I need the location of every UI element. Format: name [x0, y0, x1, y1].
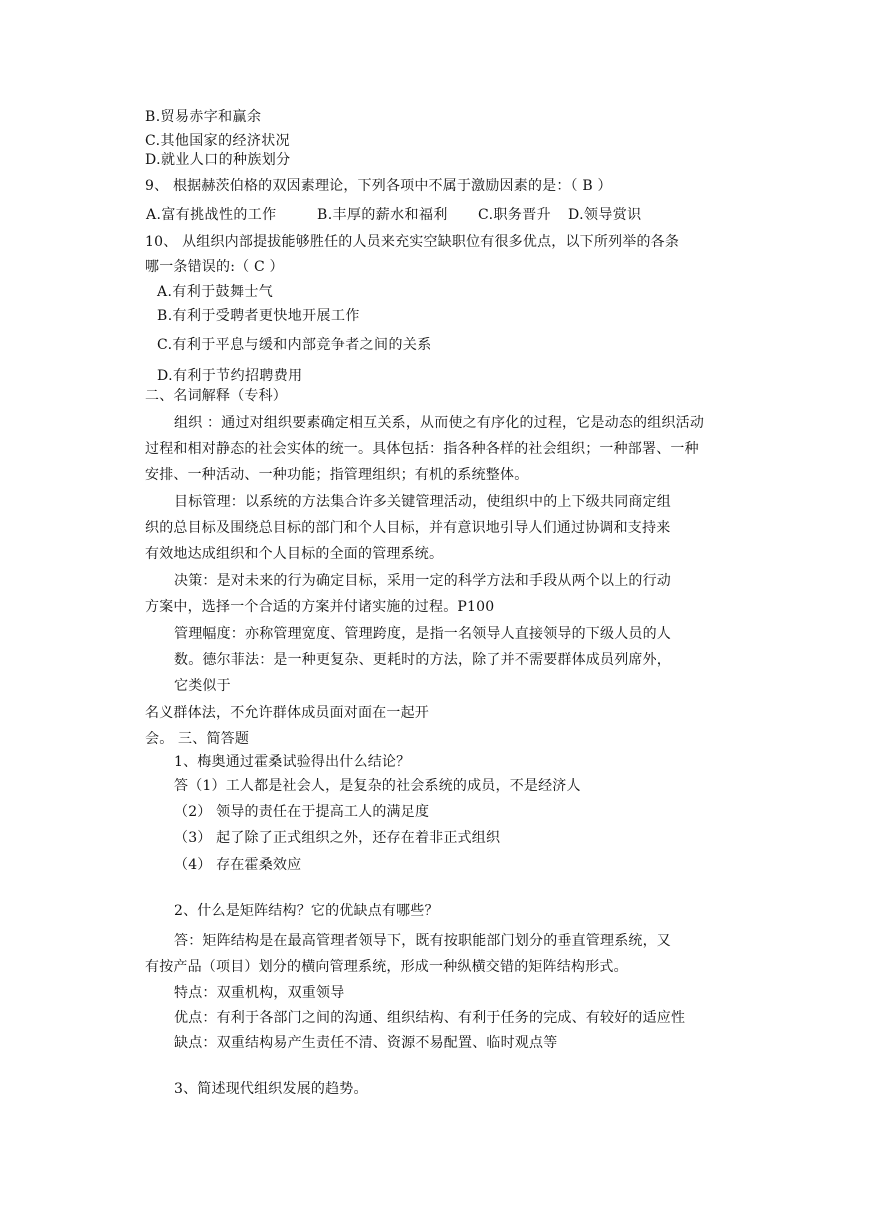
decision-definition-line1: 决策：是对未来的行为确定目标，采用一定的科学方法和手段从两个以上的行动 — [174, 573, 671, 589]
q10-option-b: B.有利于受聘者更快地开展工作 — [157, 308, 360, 324]
span-definition-line5: 会。 三、简答题 — [145, 731, 250, 747]
q2-advantages: 优点：有利于各部门之间的沟通、组织结构、有利于任务的完成、有较好的适应性 — [174, 1010, 686, 1026]
q8-option-b: B.贸易赤字和赢余 — [145, 109, 262, 125]
q1-answer-2: （2） 领导的责任在于提高工人的满足度 — [174, 804, 430, 820]
mbo-definition-line3: 有效地达成组织和个人目标的全面的管理系统。 — [145, 546, 444, 562]
mbo-definition-line2: 织的总目标及围绕总目标的部门和个人目标，并有意识地引导人们通过协调和支持来 — [145, 520, 671, 536]
q9-question: 9、 根据赫茨伯格的双因素理论，下列各项中不属于激励因素的是：（ B ） — [145, 178, 612, 194]
span-definition-line2: 数。德尔菲法：是一种更复杂、更耗时的方法，除了并不需要群体成员列席外， — [174, 652, 671, 668]
q2-answer-line2: 有按产品（项目）划分的横向管理系统，形成一种纵横交错的矩阵结构形式。 — [145, 959, 628, 975]
q1-answer-4: （4） 存在霍桑效应 — [174, 857, 302, 873]
span-definition-line4: 名义群体法，不允许群体成员面对面在一起开 — [145, 705, 429, 721]
q1-title: 1、梅奥通过霍桑试验得出什么结论？ — [174, 754, 411, 770]
span-definition-line3: 它类似于 — [174, 678, 231, 694]
q1-answer-1: 答（1）工人都是社会人，是复杂的社会系统的成员，不是经济人 — [174, 778, 581, 794]
q10-option-c: C.有利于平息与缓和内部竞争者之间的关系 — [157, 337, 432, 353]
q10-option-a: A.有利于鼓舞士气 — [157, 284, 274, 300]
org-definition-line3: 安排、一种活动、一种功能；指管理组织；有机的系统整体。 — [145, 467, 529, 483]
org-definition-line2: 过程和相对静态的社会实体的统一。具体包括：指各种各样的社会组织；一种部署、一种 — [145, 441, 699, 457]
q1-answer-3: （3） 起了除了正式组织之外，还存在着非正式组织 — [174, 830, 501, 846]
q8-option-c: C.其他国家的经济状况 — [145, 133, 291, 149]
q10-option-d: D.有利于节约招聘费用 — [157, 368, 303, 384]
q10-question-line2: 哪一条错误的:（ C ） — [145, 259, 284, 275]
q2-disadvantages: 缺点：双重结构易产生责任不清、资源不易配置、临时观点等 — [174, 1035, 558, 1051]
q9-option-b: B.丰厚的薪水和福利 — [317, 207, 448, 223]
q3-title: 3、简述现代组织发展的趋势。 — [174, 1081, 368, 1097]
q8-option-d: D.就业人口的种族划分 — [145, 152, 291, 168]
q2-title: 2、什么是矩阵结构？它的优缺点有哪些？ — [174, 903, 439, 919]
span-definition-line1: 管理幅度：亦称管理宽度、管理跨度，是指一名领导人直接领导的下级人员的人 — [174, 626, 671, 642]
q2-features: 特点：双重机构，双重领导 — [174, 985, 345, 1001]
q9-option-d: D.领导赏识 — [568, 207, 642, 223]
mbo-definition-line1: 目标管理：以系统的方法集合许多关键管理活动，使组织中的上下级共同商定组 — [174, 494, 671, 510]
org-definition-line1: 组织 ：通过对组织要素确定相互关系，从而使之有序化的过程，它是动态的组织活动 — [174, 415, 705, 431]
q9-option-c: C.职务晋升 — [478, 207, 552, 223]
q2-answer-line1: 答：矩阵结构是在最高管理者领导下，既有按职能部门划分的垂直管理系统，又 — [174, 933, 671, 949]
q9-option-a: A.富有挑战性的工作 — [146, 207, 277, 223]
section2-heading: 二、名词解释（专科） — [145, 388, 287, 404]
q10-question-line1: 10、 从组织内部提拔能够胜任的人员来充实空缺职位有很多优点，以下所列举的各条 — [145, 234, 680, 250]
decision-definition-line2: 方案中，选择一个合适的方案并付诸实施的过程。P100 — [145, 599, 495, 615]
